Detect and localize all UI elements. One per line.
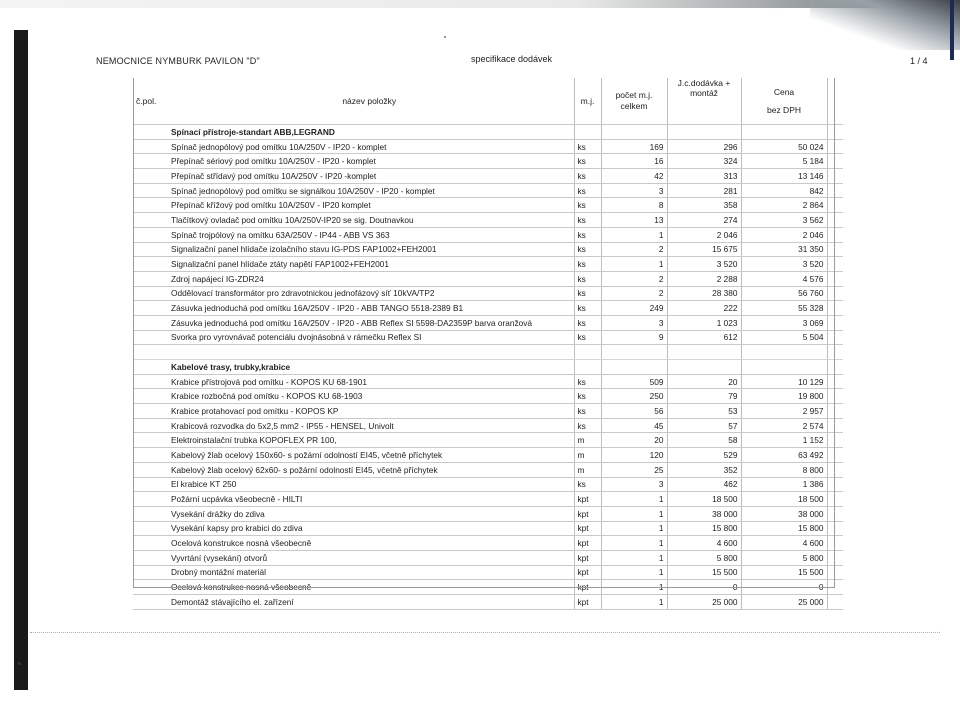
item-total-price: 3 562 [741,213,827,228]
table-row [133,595,843,610]
item-unit-price: 4 600 [667,536,741,551]
specification-table [133,78,843,610]
item-quantity: 1 [601,521,667,536]
item-total-price: 2 864 [741,198,827,213]
item-extra-cell [827,492,843,507]
blank-cell [741,345,827,360]
item-cpol-cell [133,433,168,448]
item-name: Krabice protahovací pod omítku - KOPOS KP [168,404,574,419]
item-quantity: 1 [601,506,667,521]
item-total-price: 1 386 [741,477,827,492]
item-extra-cell [827,330,843,345]
table-row [133,506,843,521]
table-row [133,198,843,213]
item-quantity: 56 [601,404,667,419]
item-unit-price: 57 [667,418,741,433]
item-unit-price: 1 023 [667,315,741,330]
item-unit-price: 0 [667,580,741,595]
item-cpol-cell [133,536,168,551]
item-extra-cell [827,139,843,154]
item-quantity: 45 [601,418,667,433]
item-unit-price: 58 [667,433,741,448]
table-row [133,139,843,154]
item-unit-price: 15 500 [667,565,741,580]
item-unit: ks [574,169,601,184]
item-cpol-cell [133,462,168,477]
item-cpol-cell [133,286,168,301]
item-total-price: 13 146 [741,169,827,184]
item-unit-price: 38 000 [667,506,741,521]
item-quantity: 1 [601,550,667,565]
item-quantity: 8 [601,198,667,213]
item-unit: ks [574,315,601,330]
section-empty-cell [601,360,667,375]
item-name: Přepínač střídavý pod omítku 10A/250V - IP20 -komplet [168,169,574,184]
item-name: Vyvrtání (vysekání) otvorů [168,550,574,565]
scan-speck [444,36,446,38]
item-quantity: 16 [601,154,667,169]
item-unit-price: 324 [667,154,741,169]
scan-artifact-line [30,632,940,634]
table-row [133,404,843,419]
item-unit: ks [574,242,601,257]
table-row [133,550,843,565]
item-unit-price: 15 800 [667,521,741,536]
item-cpol-cell [133,492,168,507]
item-name: Spínač jednopólový pod omítku 10A/250V - IP20 - komplet [168,139,574,154]
item-quantity: 1 [601,580,667,595]
table-row [133,154,843,169]
item-cpol-cell [133,242,168,257]
item-total-price: 4 600 [741,536,827,551]
item-extra-cell [827,257,843,272]
table-row [133,565,843,580]
table-row [133,286,843,301]
item-extra-cell [827,580,843,595]
document-subtitle: specifikace dodávek [471,54,553,64]
item-total-price: 2 957 [741,404,827,419]
page-number: 1 / 4 [910,56,928,66]
item-quantity: 2 [601,242,667,257]
blank-cell [827,345,843,360]
item-name: Ocelová konstrukce nosná všeobecně [168,580,574,595]
section-title: Kabelové trasy, trubky,krabice [168,360,574,375]
table-row [133,536,843,551]
item-name: Elektroinstalační trubka KOPOFLEX PR 100, [168,433,574,448]
item-extra-cell [827,315,843,330]
document-title: NEMOCNICE NYMBURK PAVILON "D" [96,56,260,66]
item-name: Signalizační panel hlídače ztáty napětí FAP1002+FEH2001 [168,257,574,272]
column-header-extra [827,78,843,125]
item-total-price: 0 [741,580,827,595]
item-cpol-cell [133,374,168,389]
item-total-price: 15 800 [741,521,827,536]
section-empty-cell [741,125,827,140]
section-cpol-cell [133,360,168,375]
item-unit: m [574,462,601,477]
item-total-price: 25 000 [741,595,827,610]
item-name: Zásuvka jednoduchá pod omítku 16A/250V - IP20 - ABB TANGO 5518-2389 B1 [168,301,574,316]
section-header-row [133,125,843,140]
item-unit-price: 296 [667,139,741,154]
item-cpol-cell [133,213,168,228]
item-extra-cell [827,521,843,536]
table-row [133,477,843,492]
item-cpol-cell [133,418,168,433]
item-cpol-cell [133,506,168,521]
item-extra-cell [827,448,843,463]
item-quantity: 42 [601,169,667,184]
item-name: Kabelový žlab ocelový 150x60- s požární odolností EI45, včetně příchytek [168,448,574,463]
item-unit-price: 313 [667,169,741,184]
item-quantity: 3 [601,477,667,492]
item-unit: ks [574,404,601,419]
scan-speck [18,662,21,665]
column-header-nazev: název položky [168,78,574,125]
item-unit: ks [574,286,601,301]
item-quantity: 20 [601,433,667,448]
item-extra-cell [827,462,843,477]
item-unit: m [574,448,601,463]
item-quantity: 25 [601,462,667,477]
item-quantity: 169 [601,139,667,154]
item-name: Spínač jednopólový pod omítku se signálkou 10A/250V - IP20 - komplet [168,183,574,198]
item-extra-cell [827,242,843,257]
item-quantity: 509 [601,374,667,389]
item-cpol-cell [133,183,168,198]
item-total-price: 15 500 [741,565,827,580]
item-unit-price: 358 [667,198,741,213]
item-quantity: 1 [601,595,667,610]
item-cpol-cell [133,595,168,610]
table-row [133,580,843,595]
item-total-price: 1 152 [741,433,827,448]
item-extra-cell [827,418,843,433]
item-unit-price: 612 [667,330,741,345]
item-total-price: 10 129 [741,374,827,389]
item-cpol-cell [133,139,168,154]
item-cpol-cell [133,257,168,272]
item-unit-price: 281 [667,183,741,198]
item-quantity: 1 [601,536,667,551]
item-quantity: 1 [601,492,667,507]
item-name: Přepínač křížový pod omítku 10A/250V - IP20 komplet [168,198,574,213]
item-extra-cell [827,565,843,580]
column-header-pocet [601,78,667,125]
item-quantity: 3 [601,183,667,198]
item-quantity: 2 [601,286,667,301]
item-cpol-cell [133,389,168,404]
item-extra-cell [827,213,843,228]
item-quantity: 250 [601,389,667,404]
item-extra-cell [827,271,843,286]
item-name: Vysekání kapsy pro krabici do zdiva [168,521,574,536]
column-header-jc [667,78,741,125]
blank-cell [133,345,168,360]
section-empty-cell [667,125,741,140]
item-name: Ocelová konstrukce nosná všeobecně [168,536,574,551]
item-name: Tlačítkový ovladač pod omítku 10A/250V-IP20 se sig. Doutnavkou [168,213,574,228]
table-row [133,315,843,330]
item-name: Zdroj napájecí IG-ZDR24 [168,271,574,286]
item-total-price: 63 492 [741,448,827,463]
item-name: Přepínač sériový pod omítku 10A/250V - IP20 - komplet [168,154,574,169]
item-total-price: 5 504 [741,330,827,345]
table-header-row [133,78,843,125]
item-extra-cell [827,506,843,521]
item-total-price: 3 520 [741,257,827,272]
blank-cell [601,345,667,360]
item-total-price: 38 000 [741,506,827,521]
item-quantity: 120 [601,448,667,463]
section-title: Spínací přístroje-standart ABB,LEGRAND [168,125,574,140]
item-extra-cell [827,477,843,492]
item-unit-price: 15 675 [667,242,741,257]
blank-row [133,345,843,360]
column-header-mj: m.j. [574,78,601,125]
item-total-price: 5 184 [741,154,827,169]
item-unit-price: 53 [667,404,741,419]
item-extra-cell [827,227,843,242]
item-extra-cell [827,183,843,198]
table-row [133,492,843,507]
section-empty-cell [574,125,601,140]
table-row [133,433,843,448]
item-name: Demontáž stávajícího el. zařízení [168,595,574,610]
item-name: Spínač trojpólový na omítku 63A/250V - IP44 - ABB VS 363 [168,227,574,242]
item-unit: kpt [574,521,601,536]
column-header-cena-line1: Cena [773,87,795,97]
section-header-row [133,360,843,375]
item-cpol-cell [133,301,168,316]
item-total-price: 2 574 [741,418,827,433]
table-row [133,227,843,242]
item-name: Krabice přístrojová pod omítku - KOPOS KU 68-1901 [168,374,574,389]
item-name: Signalizační panel hlídače izolačního stavu IG-PDS FAP1002+FEH2001 [168,242,574,257]
table-row [133,213,843,228]
column-header-jc-line2: montáž [690,88,718,98]
item-unit-price: 274 [667,213,741,228]
item-unit: kpt [574,506,601,521]
table-row [133,169,843,184]
item-cpol-cell [133,521,168,536]
item-unit: kpt [574,595,601,610]
item-name: El krabice KT 250 [168,477,574,492]
blank-cell [574,345,601,360]
item-name: Krabicová rozvodka do 5x2,5 mm2 - IP55 - HENSEL, Univolt [168,418,574,433]
item-cpol-cell [133,315,168,330]
item-name: Oddělovací transformátor pro zdravotnickou jednofázový síť 10kVA/TP2 [168,286,574,301]
item-unit: ks [574,183,601,198]
item-cpol-cell [133,330,168,345]
column-header-cena [741,78,827,125]
item-unit-price: 529 [667,448,741,463]
item-name: Kabelový žlab ocelový 62x60- s požární odolností EI45, včetně příchytek [168,462,574,477]
item-quantity: 2 [601,271,667,286]
item-extra-cell [827,550,843,565]
item-unit-price: 2 046 [667,227,741,242]
table-row [133,242,843,257]
item-cpol-cell [133,580,168,595]
blank-cell [667,345,741,360]
item-unit: ks [574,257,601,272]
section-empty-cell [601,125,667,140]
item-unit: ks [574,198,601,213]
scan-edge-left [14,30,28,690]
item-unit-price: 352 [667,462,741,477]
item-extra-cell [827,169,843,184]
item-quantity: 3 [601,315,667,330]
table-row [133,389,843,404]
item-unit: kpt [574,550,601,565]
item-quantity: 249 [601,301,667,316]
item-total-price: 31 350 [741,242,827,257]
item-unit: ks [574,389,601,404]
item-total-price: 8 800 [741,462,827,477]
table-row [133,257,843,272]
item-extra-cell [827,374,843,389]
item-extra-cell [827,595,843,610]
item-unit: kpt [574,492,601,507]
item-name: Vysekání drážky do zdiva [168,506,574,521]
item-unit: ks [574,374,601,389]
item-unit-price: 222 [667,301,741,316]
item-name: Svorka pro vyrovnávač potenciálu dvojnásobná v rámečku Reflex SI [168,330,574,345]
column-header-cena-line2: bez DPH [766,105,801,115]
item-cpol-cell [133,565,168,580]
blank-cell [168,345,574,360]
item-total-price: 50 024 [741,139,827,154]
item-total-price: 19 800 [741,389,827,404]
item-cpol-cell [133,271,168,286]
item-unit-price: 79 [667,389,741,404]
item-unit-price: 5 800 [667,550,741,565]
item-total-price: 2 046 [741,227,827,242]
table-row [133,374,843,389]
item-cpol-cell [133,154,168,169]
scan-corner-shadow [810,0,960,50]
item-name: Drobný montážní materiál [168,565,574,580]
item-quantity: 1 [601,227,667,242]
item-total-price: 5 800 [741,550,827,565]
item-extra-cell [827,301,843,316]
item-unit-price: 25 000 [667,595,741,610]
column-header-jc-line1: J.c.dodávka + [677,78,731,88]
item-cpol-cell [133,477,168,492]
item-cpol-cell [133,550,168,565]
item-name: Zásuvka jednoduchá pod omítku 16A/250V - IP20 - ABB Reflex SI 5598-DA2359P barva oranžová [168,315,574,330]
item-unit-price: 462 [667,477,741,492]
item-unit-price: 20 [667,374,741,389]
table-row [133,183,843,198]
item-unit: ks [574,477,601,492]
section-empty-cell [827,125,843,140]
item-unit: ks [574,301,601,316]
item-unit: ks [574,139,601,154]
item-name: Požární ucpávka všeobecně - HILTI [168,492,574,507]
item-total-price: 842 [741,183,827,198]
item-quantity: 9 [601,330,667,345]
item-unit: m [574,433,601,448]
section-empty-cell [741,360,827,375]
item-extra-cell [827,198,843,213]
section-cpol-cell [133,125,168,140]
item-extra-cell [827,154,843,169]
item-unit: ks [574,330,601,345]
table-row [133,418,843,433]
section-empty-cell [827,360,843,375]
table-row [133,301,843,316]
item-total-price: 56 760 [741,286,827,301]
item-total-price: 4 576 [741,271,827,286]
item-cpol-cell [133,227,168,242]
item-unit: ks [574,418,601,433]
item-unit-price: 28 380 [667,286,741,301]
column-header-pocet-line2: celkem [620,101,648,111]
table-row [133,462,843,477]
item-quantity: 1 [601,565,667,580]
item-unit-price: 2 288 [667,271,741,286]
item-cpol-cell [133,404,168,419]
item-extra-cell [827,536,843,551]
item-total-price: 18 500 [741,492,827,507]
table-row [133,448,843,463]
scan-edge-right [950,0,954,60]
item-unit: kpt [574,580,601,595]
column-header-cpol: č.pol. [133,78,168,125]
item-unit: ks [574,271,601,286]
item-extra-cell [827,389,843,404]
section-empty-cell [667,360,741,375]
table-row [133,330,843,345]
section-empty-cell [574,360,601,375]
item-extra-cell [827,286,843,301]
item-cpol-cell [133,448,168,463]
item-total-price: 3 069 [741,315,827,330]
item-unit-price: 18 500 [667,492,741,507]
table-row [133,271,843,286]
item-unit: kpt [574,565,601,580]
item-quantity: 1 [601,257,667,272]
item-unit-price: 3 520 [667,257,741,272]
item-cpol-cell [133,169,168,184]
item-cpol-cell [133,198,168,213]
item-extra-cell [827,404,843,419]
item-quantity: 13 [601,213,667,228]
item-unit: ks [574,213,601,228]
item-total-price: 55 328 [741,301,827,316]
item-unit: kpt [574,536,601,551]
column-header-pocet-line1: počet m.j. [615,90,653,100]
item-name: Krabice rozbočná pod omítku - KOPOS KU 68-1903 [168,389,574,404]
table-row [133,521,843,536]
item-unit: ks [574,227,601,242]
item-extra-cell [827,433,843,448]
item-unit: ks [574,154,601,169]
